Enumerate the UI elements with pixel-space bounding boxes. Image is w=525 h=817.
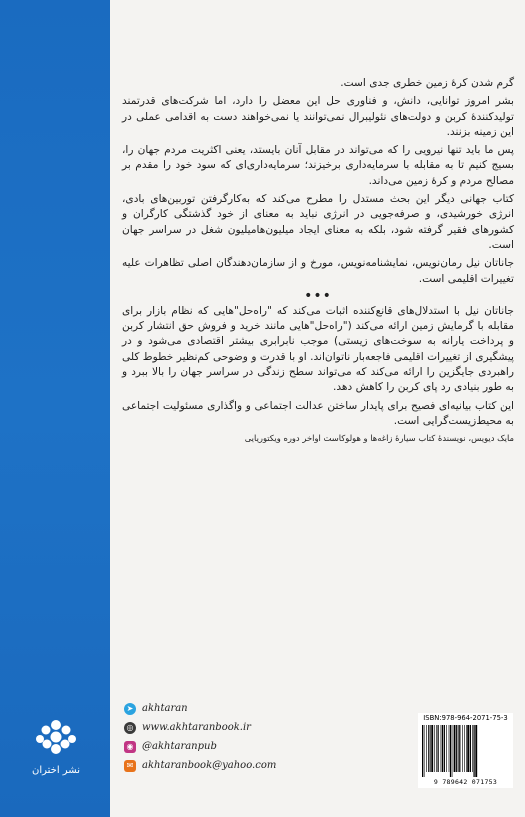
- publisher-logo-icon: [34, 718, 78, 758]
- publisher-name: نشر اختران: [31, 765, 81, 776]
- contact-text: @akhtaranpub: [142, 741, 217, 752]
- isbn-label: ISBN:978-964-2071-75-3: [423, 714, 508, 722]
- telegram-icon: ➤: [124, 703, 136, 715]
- separator: •••: [304, 287, 332, 304]
- author-bio: جاناتان نیل رمان‌نویس، نمایشنامه‌نویس، مورخ و از سازمان‌دهندگان اصلی تظاهرات علیه تغییرات اقلیمی است.: [122, 257, 514, 285]
- back-cover-text: [122, 76, 514, 447]
- email-icon: ✉: [124, 760, 136, 772]
- barcode-icon: [421, 725, 510, 777]
- isbn-barcode-block: [418, 713, 513, 788]
- barcode-number: 9 789642 071753: [433, 778, 498, 786]
- paragraph: پس ما باید تنها نیرویی را که می‌تواند در مقابل آنان بایستد، یعنی اکثریت مردم جهان را، بسیج کنیم تا به مقابله با سرمایه‌داری برخیزند؛ سرمایه‌داری‌ای که سود خود را مقدم بر مصالح مردم و کرهٔ زمین می‌داند.: [122, 144, 514, 187]
- contact-list: [124, 700, 314, 776]
- contact-text: www.akhtaranbook.ir: [142, 722, 251, 733]
- paragraph: این کتاب بیانیه‌ای فصیح برای پایدار ساختن عدالت اجتماعی و واگذاری مسئولیت اجتماعی به محیط‌زیست‌گرایی است.: [122, 399, 514, 427]
- contact-email[interactable]: [124, 757, 314, 774]
- paragraph: جاناتان نیل با استدلال‌های قانع‌کننده اثبات می‌کند که "راه‌حل"هایی که نظام بازار برای مقابله با گرمایش زمین ارائه می‌کند ("راه‌حل"هایی مانند خرید و فروش حق انتشار کربن و پرداخت یارانه به سوخت‌های زیستی) موجب نابرابری بیشتر اقتصادی می‌شود و در پیشگیری از تغییرات اقلیمی فاجعه‌بار ناتوان‌اند. او با قدرت و وضوحی کم‌نظیر خطوط کلی راهبردی جایگزین را ارائه می‌کند که می‌تواند سطح زندگی در سراسر جهان را بالا ببرد و به طور بنیادی رد پای کربن را کاهش دهد.: [122, 304, 514, 394]
- paragraph: گرم شدن کرهٔ زمین خطری جدی است.: [340, 77, 514, 89]
- contact-telegram[interactable]: [124, 700, 314, 717]
- contact-website[interactable]: [124, 719, 314, 736]
- contact-text: akhtaran: [142, 703, 188, 714]
- paragraph: بشر امروز توانایی، دانش، و فناوری حل این معضل را دارد، اما شرکت‌های قدرتمند تولیدکنندهٔ کربن و دولت‌های نئولیبرال نمی‌توانند یا نمی‌خواهند دست به اقدامی عملی در این زمینه بزنند.: [122, 95, 514, 138]
- quote-attribution: مایک دیویس، نویسندهٔ کتاب سیارهٔ زاغه‌ها و هولوکاست اواخر دوره ویکتوریایی: [244, 433, 514, 444]
- back-cover-page: [110, 0, 525, 817]
- contact-text: akhtaranbook@yahoo.com: [142, 760, 277, 771]
- blue-spine: [0, 0, 110, 817]
- instagram-icon: ◉: [124, 741, 136, 753]
- paragraph: کتاب جهانی دیگر این بحث مستدل را مطرح می‌کند که به‌کارگرفتن توربین‌های بادی، انرژی خورشیدی، و صرفه‌جویی در انرژی نباید به معنای از خود گذشتگی کارگران و کشورهای فقیر گرفته شود، بلکه به معنای ایجاد میلیون‌هامیلیون شغل در سراسر جهان است.: [122, 193, 514, 251]
- contact-instagram[interactable]: [124, 738, 314, 755]
- globe-icon: ◎: [124, 722, 136, 734]
